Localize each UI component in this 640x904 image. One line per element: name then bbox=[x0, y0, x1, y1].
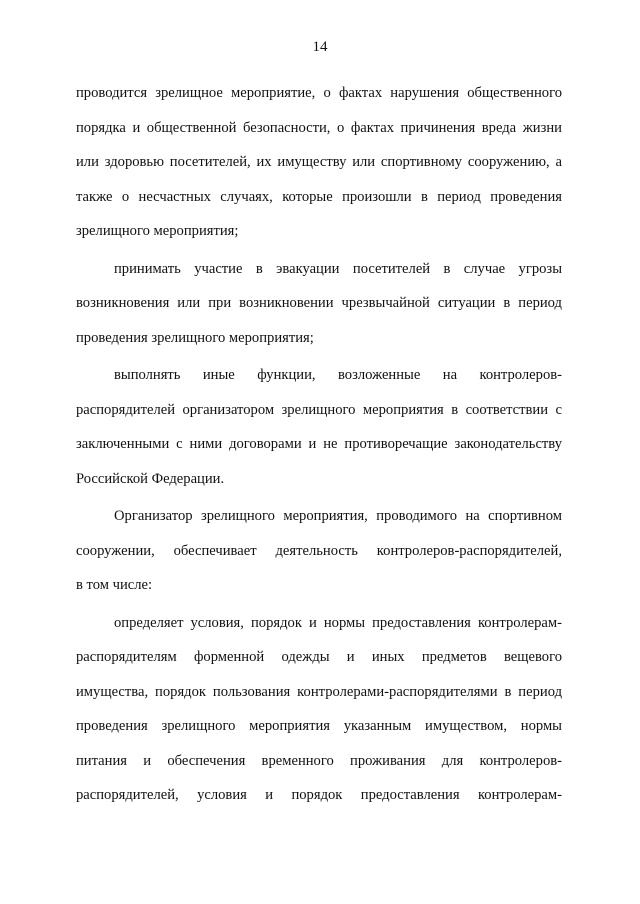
text-line: проведения зрелищного мероприятия указанным имуществом, нормы bbox=[76, 718, 562, 734]
text-line: распорядителям форменной одежды и иных предметов вещевого bbox=[76, 649, 562, 665]
text-line: проводится зрелищное мероприятие, о фактах нарушения общественного bbox=[76, 85, 562, 101]
paragraph-1 bbox=[76, 76, 562, 249]
text-line: зрелищного мероприятия; bbox=[76, 223, 239, 239]
text-line: распорядителей организатором зрелищного мероприятия в соответствии с bbox=[76, 401, 562, 418]
text-line: выполнять иные функции, возложенные на контролеров- bbox=[114, 367, 562, 383]
text-line: или здоровью посетителей, их имуществу или спортивному сооружению, а bbox=[76, 154, 562, 170]
text-line: Российской Федерации. bbox=[76, 470, 225, 487]
text-line: возникновения или при возникновении чрезвычайной ситуации в период bbox=[76, 295, 562, 311]
text-line: также о несчастных случаях, которые произошли в период проведения bbox=[76, 188, 562, 205]
text-line: в том числе: bbox=[76, 577, 153, 593]
paragraph-5 bbox=[76, 606, 562, 813]
paragraph-2 bbox=[76, 252, 562, 356]
text-line: принимать участие в эвакуации посетителей в случае угрозы bbox=[114, 260, 562, 277]
text-line: Организатор зрелищного мероприятия, проводимого на спортивном bbox=[114, 508, 562, 524]
page-number: 14 bbox=[312, 39, 328, 55]
text-line: заключенными с ними договорами и не противоречащие законодательству bbox=[76, 436, 562, 452]
document-body bbox=[76, 76, 562, 813]
text-line: порядка и общественной безопасности, о фактах причинения вреда жизни bbox=[76, 119, 562, 136]
text-line: сооружении, обеспечивает деятельность контролеров-распорядителей, bbox=[76, 542, 562, 559]
text-line: распорядителей, условия и порядок предоставления контролерам- bbox=[76, 787, 562, 803]
paragraph-3 bbox=[76, 358, 562, 496]
text-line: определяет условия, порядок и нормы предоставления контролерам- bbox=[114, 614, 562, 631]
paragraph-4 bbox=[76, 499, 562, 603]
text-line: проведения зрелищного мероприятия; bbox=[76, 329, 314, 346]
text-line: имущества, порядок пользования контролерами-распорядителями в период bbox=[76, 683, 562, 700]
text-line: питания и обеспечения временного проживания для контролеров- bbox=[76, 752, 562, 769]
